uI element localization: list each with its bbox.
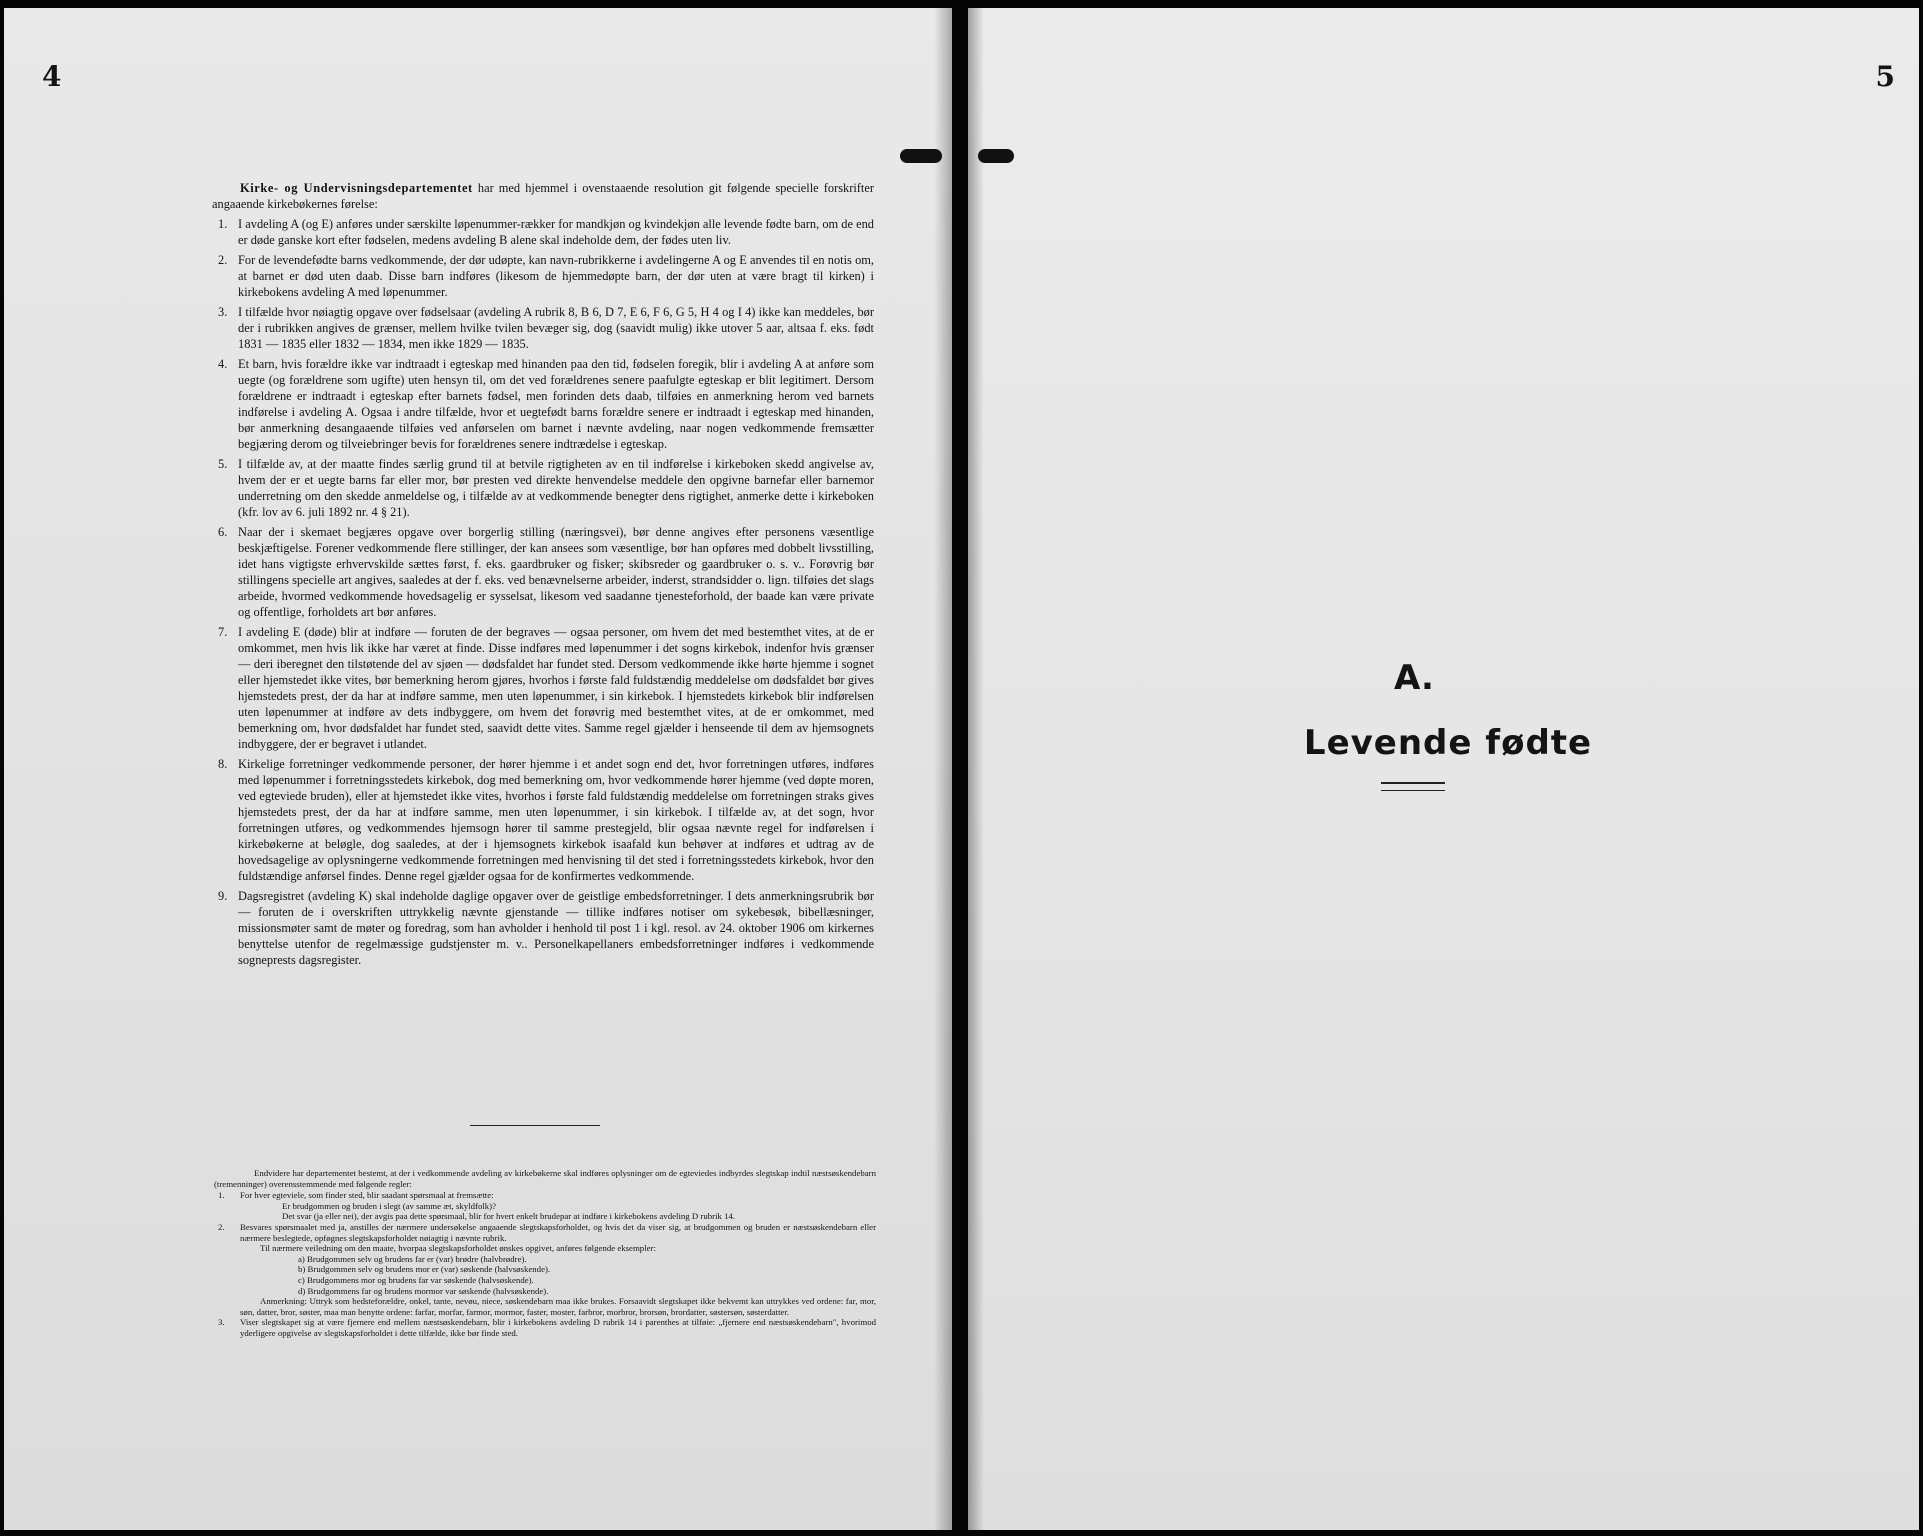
left-page — [4, 8, 952, 1530]
footnote-example: d) Brudgommens far og brudens mormor var søskende (halvsøskende). — [298, 1285, 549, 1296]
section-heading — [1266, 723, 1630, 763]
footnote-examples — [240, 1254, 876, 1296]
rule-text: For de levendefødte barns vedkommende, der dør udøpte, kan navn-rubrikkerne i avdelingerne A og E anvendes til en notis om, at barnet er død uten daab. Disse barn indføres (likesom de hjemmedøpte barn, der dør uten at være bragt til kirken) i kirkebokens avdeling A med løpenummer. — [238, 253, 874, 299]
rule-number: 4. — [218, 357, 228, 371]
footnote-text: Viser slegtskapet sig at være fjernere end mellem næstsøskendebarn, blir i kirkebokens avdeling D rubrik 14 i parenthes at tilføie: „fjernere end næstsøskendebarn", hvorimod yderligere opgivelse av slegtskapsforholdet i dette tilfælde, ikke bør finde sted. — [240, 1317, 876, 1338]
rule-item — [212, 888, 874, 968]
rule-number: 2. — [218, 253, 228, 267]
rule-item — [212, 524, 874, 620]
page-number-left: 4 — [42, 60, 62, 93]
rule-text: I avdeling E (døde) blir at indføre — foruten de der begraves — ogsaa personer, om hvem det med bestemthet vites, at de er omkommet, men hvis lik ikke har været at finde. Disse indføres med løpenummer i det sogns kirkebok, indenfor hvis grænser — deri iberegnet den tilstøtende del av sjøen — dødsfaldet har fundet sted. Dersom vedkommende ikke hørte hjemme i sognet eller hjemstedet ikke vites, bør bemerkning herom gjøres, hvorhos i første fald fuldstændig meddelelse om dødsfaldet bør gives hjemstedets prest, der da har at indføre samme, men uten løpenummer, i sin kirkebok. I hjemstedets kirkebok blir indførelsen uten løpenummer at indføre av dets indbyggere, om hvem det forøvrig med bestemthet vites, at de er omkommet, med bemerkning om, hvor dødsfaldet har fundet sted, saavidt dette vites. Samme regel gjælder i henseende til dem av hjemsognets indbyggere, der er begravet i utlandet. — [238, 625, 874, 751]
rule-item — [212, 456, 874, 520]
rules-list — [212, 216, 874, 968]
rule-item — [212, 304, 874, 352]
footnote-number: 3. — [218, 1317, 225, 1328]
footnote-text: Besvares spørsmaalet med ja, anstilles der nærmere undersøkelse angaaende slegtskapsforholdet, og hvis det da viser sig, at brudgommen og bruden er næstsøskendebarn eller nærmere beslegtede, opføgnes slegtskapsforholdet nøiagtig i nævnte rubrik. — [240, 1221, 876, 1243]
footnote-example: b) Brudgommen selv og brudens mor er (var) søskende (halvsøskende). — [298, 1264, 551, 1275]
footnote-question: Er brudgommen og bruden i slegt (av samme æt, skyldfolk)? — [282, 1200, 497, 1211]
rule-item — [212, 624, 874, 752]
footnote-number: 2. — [218, 1221, 225, 1232]
binding-clasp — [900, 149, 942, 163]
rule-text: I tilfælde av, at der maatte findes særlig grund til at betvile rigtigheten av en til indførelse i kirkeboken skedd angivelse av, hvem der er et uegte barns far eller mor, bør presten ved direkte henvendelse meddele den opgivne barnefar eller barnemor underretning om den skedde anmeldelse og, i tilfælde av at vedkommende benegter dens rigtighet, anmerke dette i kirkeboken (kfr. lov av 6. juli 1892 nr. 4 § 21). — [238, 457, 874, 519]
regulations-text — [212, 180, 874, 972]
rule-number: 6. — [218, 525, 228, 539]
rule-text: Naar der i skemaet begjæres opgave over borgerlig stilling (næringsvei), bør denne angives efter personens væsentlige beskjæftigelse. Forener vedkommende flere stillinger, der kan ansees som væsentlige, bør han opføres med dobbelt livsstilling, idet hans vigtigste erhvervskilde sættes først, f. eks. gaardbruker og fisker; skibsreder og gaardbruker o. s. v.. Forøvrig bør stillingens specielle art angives, saaledes at der f. eks. ved benævnelserne arbeider, inderst, strandsidder o. lign. tilføies det slags arbeide, hvormed vedkommende hovedsagelig er sysselsat, likesom ved saadanne tjenesteforhold, der baade kan være private og offentlige, forholdets art bør anføres. — [238, 525, 874, 619]
rule-text: Kirkelige forretninger vedkommende personer, der hører hjemme i et andet sogn end det, hvor forretningen utføres, indføres med løpenummer i forretningsstedets kirkebok, dog med bemerkning om, hvor vedkommende hører hjemme (ved døpte moren, ved egteviede bruden), eller at hjemstedet ikke vites, hvorhos i første fald fuldstændig meddelelse om forretningen straks gives hjemstedets prest, der da har at indføre samme, men uten løpenummer, i sin kirkebok. I tilfælde av, at det sogn, hvor forretningen utføres, og vedkommendes hjemsogn hører til samme prestegjeld, blir ogsaa nævnte regel for indførelsen i kirkebøkerne at beløgle, dog saaledes, at der i hjemsognets kirkebok isaafald kun behøver at indføres et udtrag av de hovedsagelige av oplysningerne vedkommende forretningen med henvisning til det sted i forretningsstedets kirkebok, hvor den fuldstændige anførsel findes. Denne regel gjælder ogsaa for de konfirmertes vedkommende. — [238, 757, 874, 883]
rule-number: 1. — [218, 217, 228, 231]
rule-text: I tilfælde hvor nøiagtig opgave over fødselsaar (avdeling A rubrik 8, B 6, D 7, E 6, F 6, G 5, H 4 og I 4) ikke kan meddeles, bør der i rubrikken angives de grænser, mellem hvilke tvilen bevæger sig, dog (saavidt mulig) ikke utover 5 aar, altsaa f. eks. født 1831 — 1835 eller 1832 — 1834, men ikke 1829 — 1835. — [238, 305, 874, 351]
footnote-item-3 — [214, 1317, 876, 1338]
rule-text: I avdeling A (og E) anføres under særskilte løpenummer-rækker for mandkjøn og kvindekjøn alle levende fødte barn, om de end er døde ganske kort efter fødselen, medens avdeling B alene skal indeholde dem, der fødes uten liv. — [238, 217, 874, 247]
binding-clasp — [978, 149, 1014, 163]
rule-number: 7. — [218, 625, 228, 639]
page-number-right: 5 — [1875, 60, 1895, 93]
department-name: Kirke- og Undervisningsdepartementet — [240, 181, 473, 195]
section-letter: A. — [1394, 658, 1434, 698]
rule-item — [212, 252, 874, 300]
rule-number: 8. — [218, 757, 228, 771]
footnote-answer: Det svar (ja eller nei), der avgis paa dette spørsmaal, blir for hvert enkelt brudepar at indføre i kirkebokens avdeling D rubrik 14. — [282, 1211, 736, 1222]
section-double-rule — [1381, 782, 1445, 791]
footnote-item-1 — [214, 1190, 876, 1222]
footnote-item-2 — [214, 1222, 876, 1317]
footnote-intro: Endvidere har departementet bestemt, at der i vedkommende avdeling av kirkebøkerne skal indføres oplysninger om de egteviedes indbyrdes slegtskap indtil næstsøskendebarn (tremenninger) overensstemmende med følgende regler: — [214, 1168, 876, 1189]
rule-text: Et barn, hvis forældre ikke var indtraadt i egteskap med hinanden paa den tid, fødselen foregik, blir i avdeling A at anføre som uegte (og forældrene som ugifte) uten hensyn til, om det ved forældrenes senere paafulgte egteskap er blit legitimert. Dersom forældrene er indtraadt i egteskap efter barnets fødsel, men forinden dets daab, tilføies en anmerkning herom ved barnets indførelse i avdeling A. Ogsaa i andre tilfælde, hvor et uegtefødt barns forældre senere er indtraadt i egteskap med hinanden, bør anmerkning desangaaende tilføies ved anførselen om barnet i nævnte avdeling, naar nogen vedkommende fremsætter begjæring derom og tilveiebringer bevis for forældrenes senere indtrædelse i egteskap. — [238, 357, 874, 451]
gutter-shadow — [934, 8, 952, 1530]
rule-item — [212, 356, 874, 452]
rule-number: 5. — [218, 457, 228, 471]
right-page — [968, 8, 1919, 1530]
footnote-text: For hver egteviele, som finder sted, blir saadant spørsmaal at fremsætte: — [240, 1190, 494, 1201]
intro-text: har med hjemmel i ovenstaaende resolution git følgende specielle forskrifter angaaende kirkebøkernes førelse: — [212, 181, 874, 211]
intro-paragraph — [212, 180, 874, 212]
footnote-number: 1. — [218, 1190, 225, 1201]
footnote-example: a) Brudgommen selv og brudens far er (var) brødre (halvbrødre). — [298, 1253, 527, 1264]
footnote-note: Anmerkning: Uttryk som bedsteforældre, onkel, tante, nevøu, niece, søskendebarn maa ikke brukes. Forsaavidt slegtskapet ikke bekvemt kan uttrykkes ved ordene: far, mor, søn, datter, bror, søster, maa man benytte ordene: farfar, morfar, farmor, mormor, faster, moster, farbror, morbror, brorsøn, brordatter, søstersøn, søsterdatter. — [240, 1296, 876, 1317]
section-title: Levende fødte — [1303, 723, 1593, 763]
footnote-block — [214, 1168, 876, 1339]
footnote-example: c) Brudgommens mor og brudens far var søskende (halvsøskende). — [298, 1274, 534, 1285]
rule-item — [212, 756, 874, 884]
gutter-shadow — [968, 8, 984, 1530]
rule-text: Dagsregistret (avdeling K) skal indeholde daglige opgaver over de geistlige embedsforretninger. I dets anmerkningsrubrik bør — foruten de i overskriften uttrykkelig nævnte gjenstande — tillike indføres notiser om sykebesøk, bibellæsninger, missionsmøter samt de møter og foredrag, som han avholder i henhold til post 1 i kgl. resol. av 24. oktober 1906 om kirkernes benyttelse utenfor de regelmæssige gudstjenster m. v.. Personelkapellaners embedsforretninger indføres i vedkommende sogneprests dagsregister. — [238, 889, 874, 967]
rule-number: 3. — [218, 305, 228, 319]
footnote-examples-lead: Til nærmere veiledning om den maate, hvorpaa slegtskapsforholdet ønskes opgivet, anføres følgende eksempler: — [260, 1243, 656, 1254]
rule-number: 9. — [218, 889, 228, 903]
rule-item — [212, 216, 874, 248]
section-divider — [470, 1125, 600, 1126]
